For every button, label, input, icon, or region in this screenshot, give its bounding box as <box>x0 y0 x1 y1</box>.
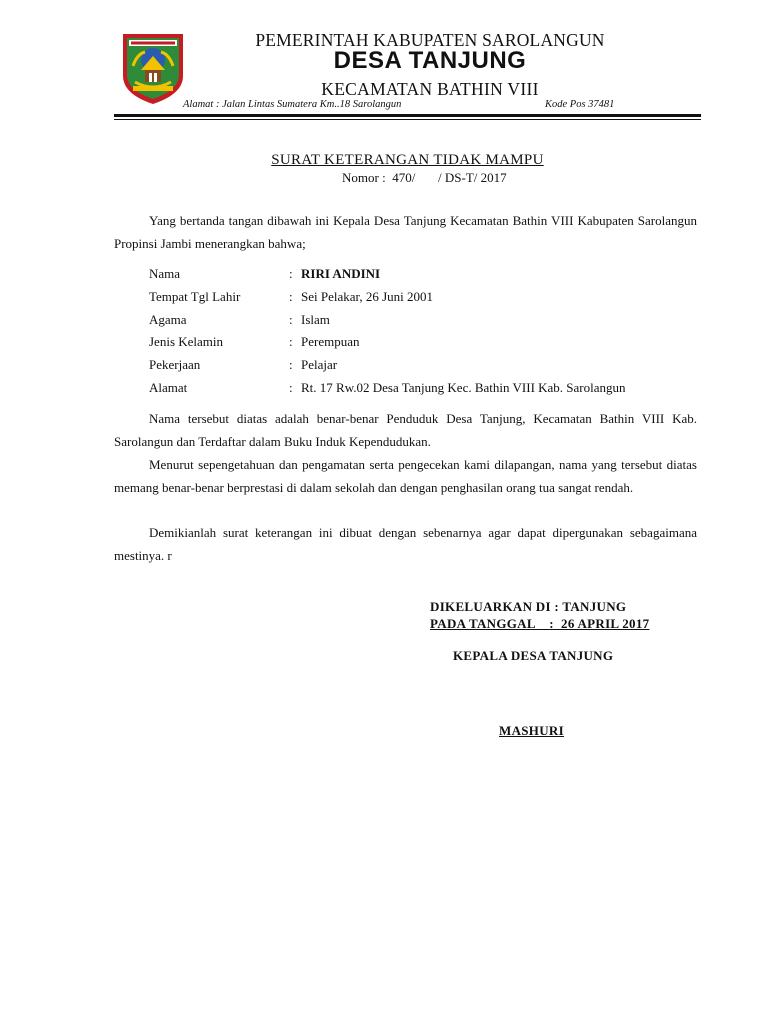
closing-paragraph: Demikianlah surat keterangan ini dibuat dengan sebenarnya agar dapat dipergunakan sebagaimana mestinya. r <box>114 525 697 563</box>
field-label: Tempat Tgl Lahir <box>149 289 241 304</box>
office-address: Alamat : Jalan Lintas Sumatera Km..18 Sarolangun <box>183 99 402 110</box>
signatory-position: KEPALA DESA TANJUNG <box>453 648 614 663</box>
letter-title: SURAT KETERANGAN TIDAK MAMPU <box>271 152 544 168</box>
resident-paragraph: Nama tersebut diatas adalah benar-benar Penduduk Desa Tanjung, Kecamatan Bathin VIII Kab. Sarolangun dan Terdaftar dalam Buku Induk Kependudukan. <box>114 411 697 449</box>
field-label: Jenis Kelamin <box>149 334 224 349</box>
field-label: Pekerjaan <box>149 357 201 372</box>
field-label: Agama <box>149 312 187 327</box>
field-colon: : <box>289 312 293 327</box>
field-label: Alamat <box>149 380 188 395</box>
field-colon: : <box>289 266 293 281</box>
field-value: RIRI ANDINI <box>301 266 381 281</box>
field-colon: : <box>289 334 293 349</box>
field-value: Sei Pelakar, 26 Juni 2001 <box>301 289 433 304</box>
field-value: Islam <box>301 312 330 327</box>
header-divider-thick <box>114 114 701 117</box>
signatory-name: MASHURI <box>499 723 564 738</box>
field-colon: : <box>289 357 293 372</box>
letter-number: Nomor : 470/ / DS-T/ 2017 <box>342 170 507 185</box>
district-name: KECAMATAN BATHIN VIII <box>321 79 539 99</box>
field-colon: : <box>289 289 293 304</box>
assessment-paragraph: Menurut sepengetahuan dan pengamatan serta pengecekan kami dilapangan, nama yang tersebut diatas memang benar-benar berprestasi di dalam sekolah dan dengan penghasilan orang tua sangat rendah. <box>114 457 697 495</box>
field-value: Perempuan <box>301 334 360 349</box>
field-colon: : <box>289 380 293 395</box>
field-label: Nama <box>149 266 181 281</box>
issued-date: PADA TANGGAL : 26 APRIL 2017 <box>430 616 650 631</box>
village-name: DESA TANJUNG <box>333 47 527 74</box>
intro-paragraph: Yang bertanda tangan dibawah ini Kepala Desa Tanjung Kecamatan Bathin VIII Kabupaten Sarolangun Propinsi Jambi menerangkan bahwa; <box>114 213 697 251</box>
field-value: Pelajar <box>301 357 338 372</box>
postal-code: Kode Pos 37481 <box>545 99 615 110</box>
government-name: PEMERINTAH KABUPATEN SAROLANGUN <box>255 30 605 50</box>
issued-place: DIKELUARKAN DI : TANJUNG <box>430 599 627 614</box>
field-value: Rt. 17 Rw.02 Desa Tanjung Kec. Bathin VIII Kab. Sarolangun <box>301 380 626 395</box>
header-divider-thin <box>114 119 701 120</box>
